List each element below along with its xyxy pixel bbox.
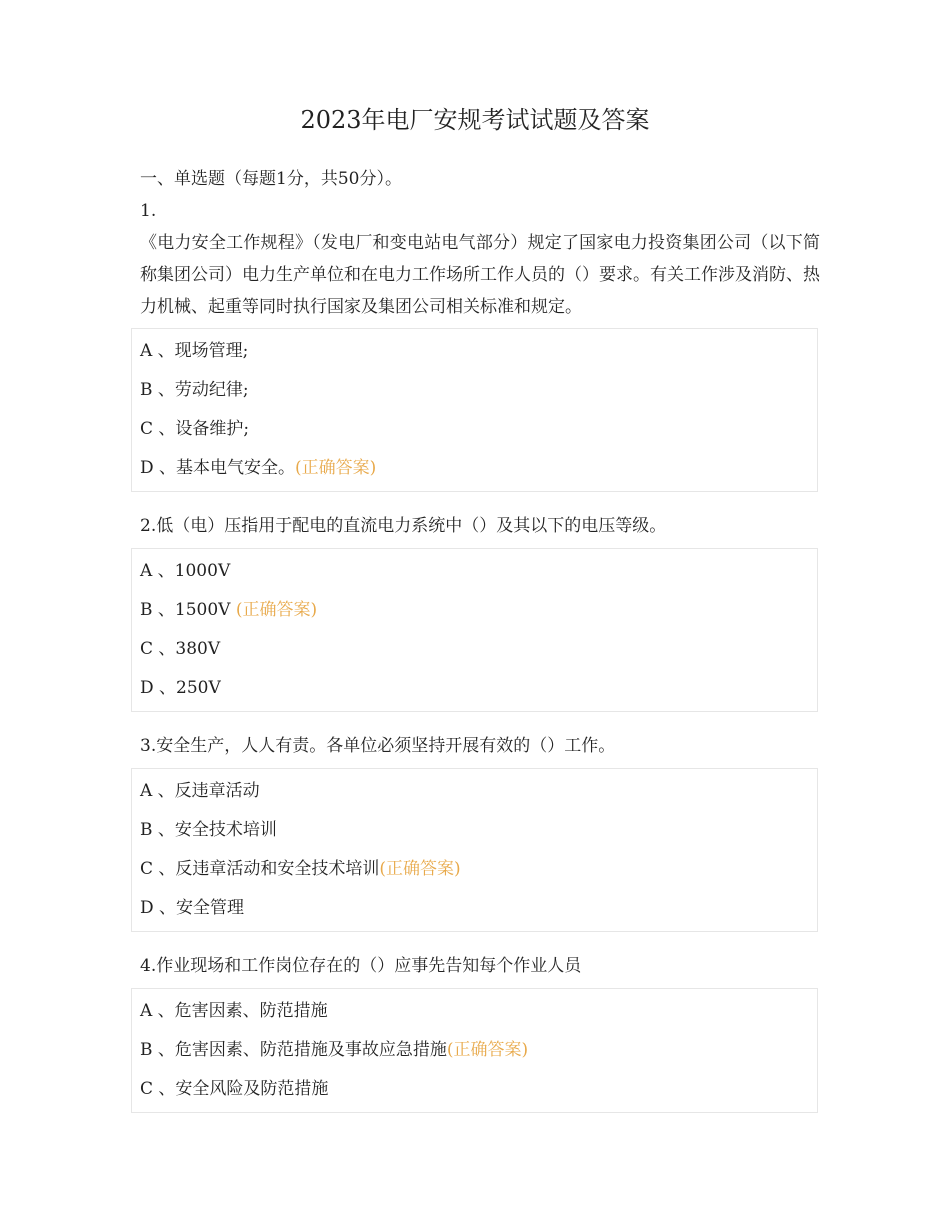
option-2c[interactable]	[140, 630, 817, 669]
question-4-stem: 4.作业现场和工作岗位存在的（）应事先告知每个作业人员	[140, 956, 582, 976]
option-text: A 、1000V	[140, 561, 231, 581]
question-2-options	[131, 548, 818, 712]
option-text: B 、危害因素、防范措施及事故应急措施	[140, 1040, 447, 1060]
option-3a[interactable]	[140, 772, 817, 811]
option-2a[interactable]	[140, 552, 817, 591]
option-1d[interactable]	[140, 449, 817, 488]
option-4b[interactable]	[140, 1031, 817, 1070]
document-title: 2023年电厂安规考试试题及答案	[300, 106, 650, 134]
question-1-options	[131, 328, 818, 492]
question-4-options	[131, 988, 818, 1113]
option-text: A 、危害因素、防范措施	[140, 1001, 328, 1021]
option-text: A 、现场管理;	[140, 341, 249, 361]
option-3b[interactable]	[140, 811, 817, 850]
option-text: D 、基本电气安全。	[140, 458, 296, 478]
option-3c[interactable]	[140, 850, 817, 889]
option-4c[interactable]	[140, 1070, 817, 1109]
correct-answer-mark: (正确答案)	[295, 458, 377, 478]
question-2-stem: 2.低（电）压指用于配电的直流电力系统中（）及其以下的电压等级。	[140, 516, 667, 536]
option-text: B 、1500V	[140, 600, 236, 620]
option-4a[interactable]	[140, 992, 817, 1031]
option-text: C 、安全风险及防范措施	[140, 1079, 329, 1099]
question-3-stem: 3.安全生产，人人有责。各单位必须坚持开展有效的（）工作。	[140, 736, 616, 756]
option-text: C 、380V	[140, 639, 221, 659]
option-2d[interactable]	[140, 669, 817, 708]
option-1a[interactable]	[140, 332, 817, 371]
correct-answer-mark: (正确答案)	[446, 1040, 529, 1060]
option-text: D 、250V	[140, 678, 221, 698]
option-text: B 、劳动纪律;	[140, 380, 249, 400]
section-heading: 一、单选题（每题1分，共50分）。	[140, 169, 402, 189]
option-text: A 、反违章活动	[140, 781, 260, 801]
option-text: C 、设备维护;	[140, 419, 250, 439]
question-1-number: 1.	[140, 201, 157, 221]
correct-answer-mark: (正确答案)	[379, 859, 461, 879]
option-text: D 、安全管理	[140, 898, 245, 918]
question-3-options	[131, 768, 818, 932]
option-2b[interactable]	[140, 591, 817, 630]
question-1-stem: 《电力安全工作规程》（发电厂和变电站电气部分）规定了国家电力投资集团公司（以下简称集团公司）电力生产单位和在电力工作场所工作人员的（）要求。有关工作涉及消防、热力机械、起重等同时执行国家及集团公司相关标准和规定。	[140, 233, 820, 317]
option-1c[interactable]	[140, 410, 817, 449]
option-3d[interactable]	[140, 889, 817, 928]
option-text: C 、反违章活动和安全技术培训	[140, 859, 380, 879]
option-text: B 、安全技术培训	[140, 820, 277, 840]
correct-answer-mark: (正确答案)	[235, 600, 318, 620]
option-1b[interactable]	[140, 371, 817, 410]
